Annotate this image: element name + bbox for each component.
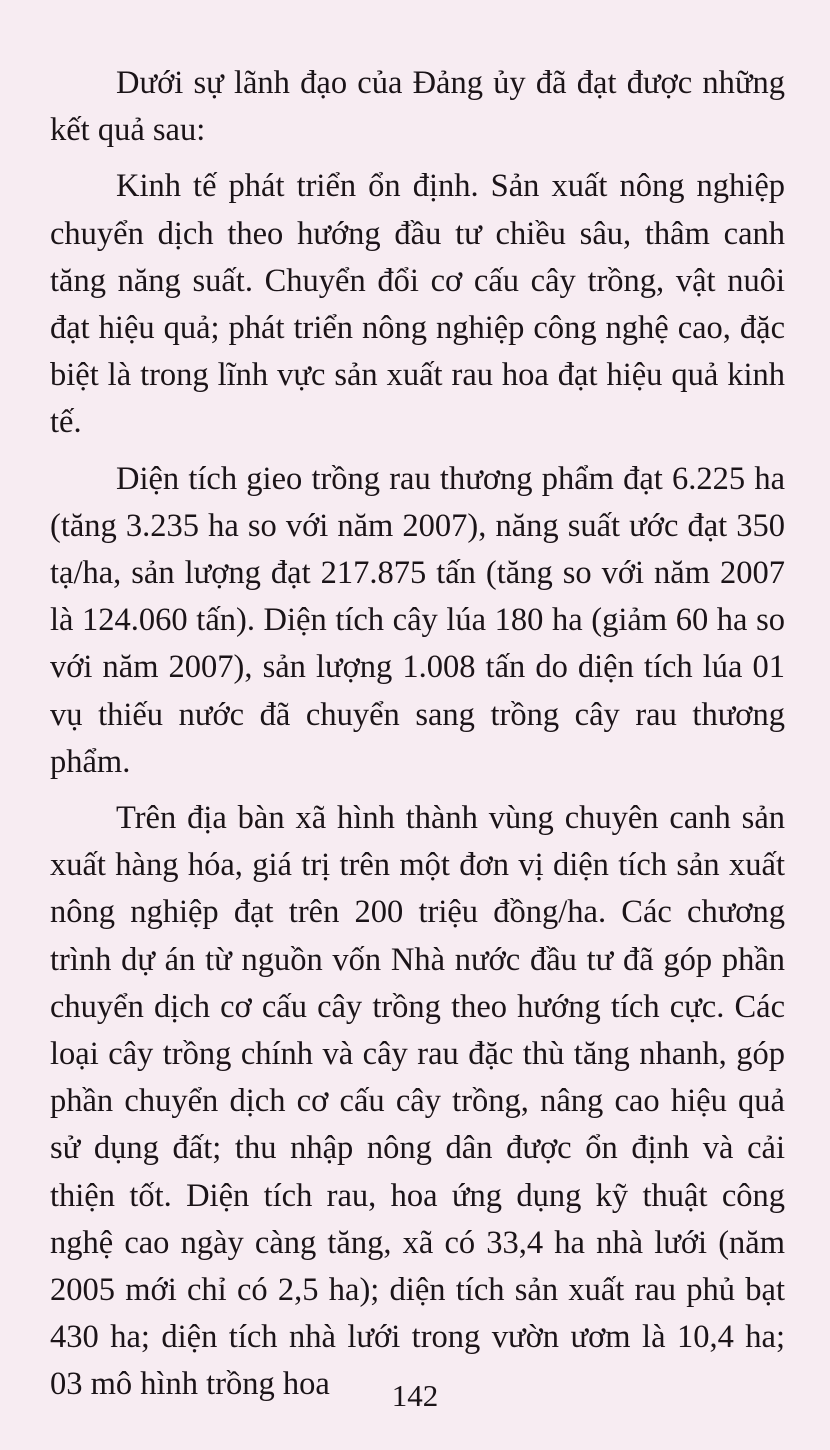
page-number: 142 xyxy=(391,1378,439,1413)
paragraph-intro: Dưới sự lãnh đạo của Đảng ủy đã đạt được những kết quả sau: xyxy=(50,65,785,149)
paragraph-specialized-zone: Trên địa bàn xã hình thành vùng chuyên canh sản xuất hàng hóa, giá trị trên một đơn vị diện tích sản xuất nông nghiệp đạt trên 200 triệu đồng/ha. Các chương trình dự án từ nguồn vốn Nhà nước đầu tư đã góp phần chuyển dịch cơ cấu cây trồng theo hướng tích cực. Các loại cây trồng chính và cây rau đặc thù tăng nhanh, góp phần chuyển dịch cơ cấu cây trồng, nâng cao hiệu quả sử dụng đất; thu nhập nông dân được ổn định và cải thiện tốt. Diện tích rau, hoa ứng dụng kỹ thuật công nghệ cao ngày càng tăng, xã có 33,4 ha nhà lưới (năm 2005 mới chỉ có 2,5 ha); diện tích sản xuất rau phủ bạt 430 ha; diện tích nhà lưới trong vườn ươm là 10,4 ha; 03 mô hình trồng hoa xyxy=(50,800,785,1403)
paragraph-economy: Kinh tế phát triển ổn định. Sản xuất nông nghiệp chuyển dịch theo hướng đầu tư chiều sâu, thâm canh tăng năng suất. Chuyển đổi cơ cấu cây trồng, vật nuôi đạt hiệu quả; phát triển nông nghiệp công nghệ cao, đặc biệt là trong lĩnh vực sản xuất rau hoa đạt hiệu quả kinh tế. xyxy=(50,168,785,441)
body-text xyxy=(50,60,785,1418)
paragraph-vegetable-area: Diện tích gieo trồng rau thương phẩm đạt 6.225 ha (tăng 3.235 ha so với năm 2007), năng suất ước đạt 350 tạ/ha, sản lượng đạt 217.875 tấn (tăng so với năm 2007 là 124.060 tấn). Diện tích cây lúa 180 ha (giảm 60 ha so với năm 2007), sản lượng 1.008 tấn do diện tích lúa 01 vụ thiếu nước đã chuyển sang trồng cây rau thương phẩm. xyxy=(50,460,785,780)
